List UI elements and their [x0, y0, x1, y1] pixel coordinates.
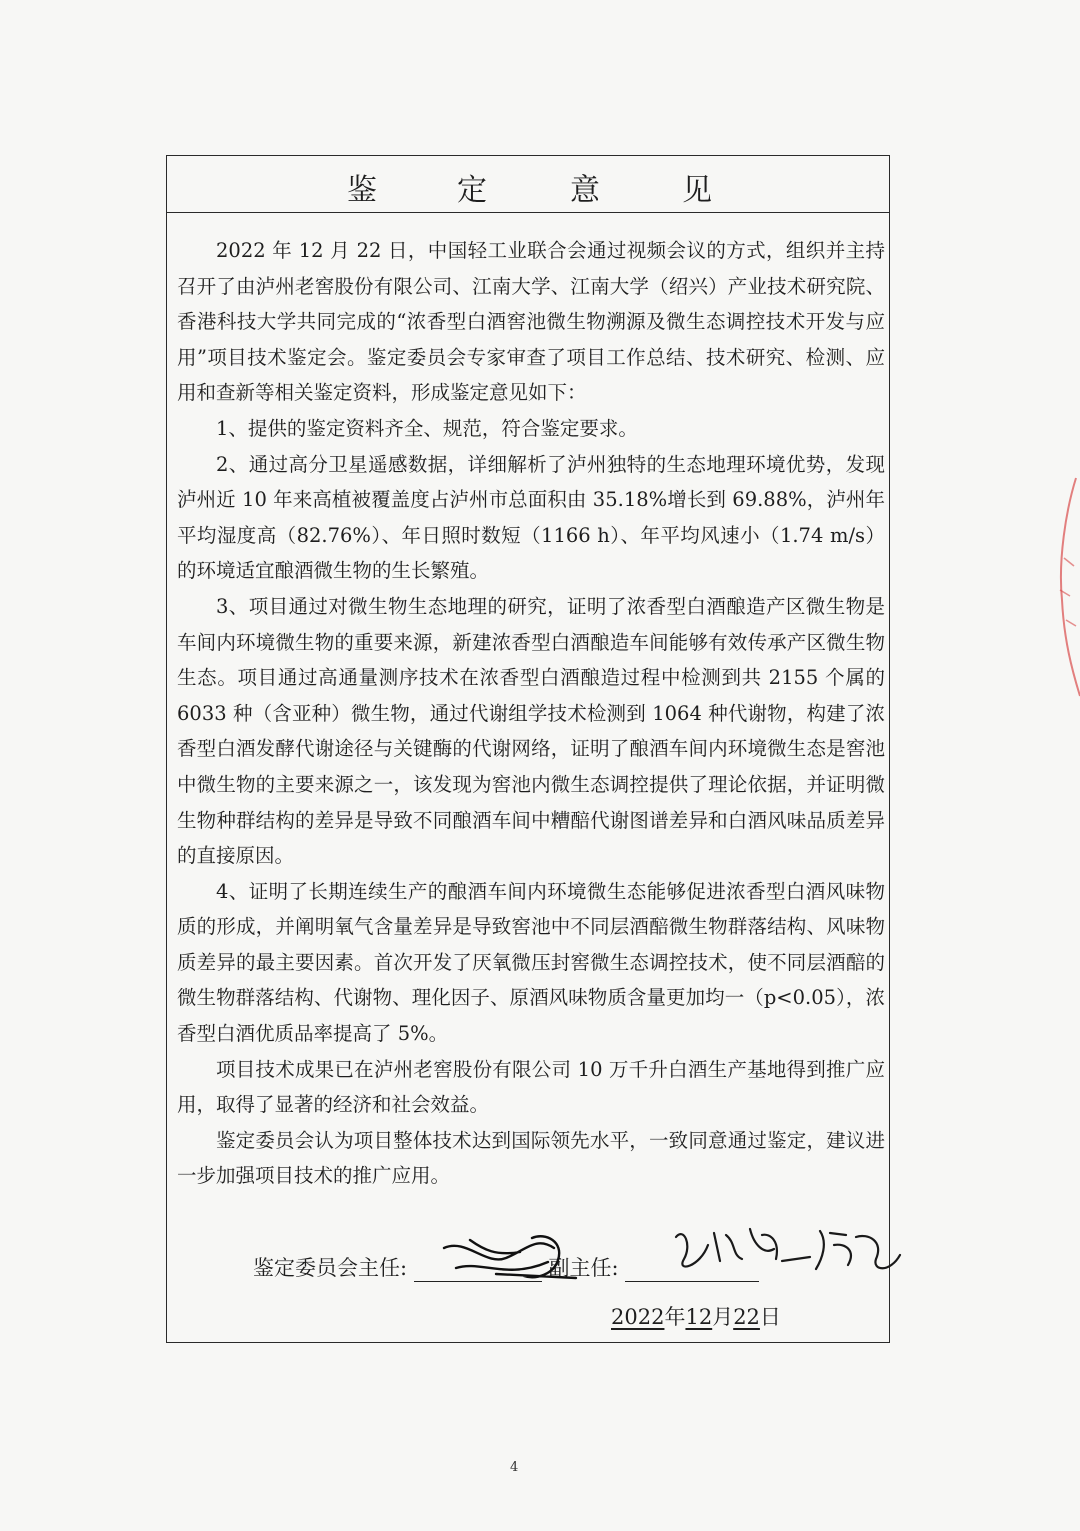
date-month-unit: 月 — [712, 1305, 734, 1329]
chair-label: 鉴定委员会主任: — [253, 1256, 408, 1280]
title-char-1: 鉴 — [347, 173, 377, 208]
title-row — [167, 156, 889, 213]
paragraph-intro: 2022 年 12 月 22 日，中国轻工业联合会通过视频会议的方式，组织并主持召开了由泸州老窖股份有限公司、江南大学、江南大学（绍兴）产业技术研究院、香港科技大学共同完成的“浓香型白酒窖池微生物溯源及微生态调控技术开发与应用”项目技术鉴定会。鉴定委员会专家审查了项目工作总结、技术研究、检测、应用和查新等相关鉴定资料，形成鉴定意见如下： — [177, 239, 885, 405]
date-month: 12 — [685, 1305, 713, 1329]
page-number: 4 — [510, 1460, 519, 1475]
paragraph-point-1: 1、提供的鉴定资料齐全、规范，符合鉴定要求。 — [216, 416, 638, 440]
paragraph-point-3: 3、项目通过对微生物生态地理的研究，证明了浓香型白酒酿造产区微生物是车间内环境微生物的重要来源，新建浓香型白酒酿造车间能够有效传承产区微生物生态。项目通过高通量测序技术在浓香型白酒酿造过程中检测到共 2155 个属的 6033 种（含亚种）微生物，通过代谢组学技术检测到 1064 种代谢物，构建了浓香型白酒发酵代谢途径与关键酶的代谢网络，证明了酿酒车间内环境微生态是窖池中微生物的主要来源之一，该发现为窖池内微生态调控提供了理论依据，并证明微生物种群结构的差异是导致不同酿酒车间中糟醅代谢图谱差异和白酒风味品质差异的直接原因。 — [177, 594, 885, 868]
date-row — [611, 1301, 781, 1331]
paragraph-point-4: 4、证明了长期连续生产的酿酒车间内环境微生态能够促进浓香型白酒风味物质的形成，并阐明氧气含量差异是导致窖池中不同层酒醅微生物群落结构、风味物质差异的最主要因素。首次开发了厌氧微压封窖微生态调控技术，使不同层酒醅的微生物群落结构、代谢物、理化因子、原酒风味物质含量更加均一（p<0.05），浓香型白酒优质品率提高了 5%。 — [177, 879, 885, 1046]
date-year-unit: 年 — [664, 1305, 686, 1329]
paragraph-conclusion: 鉴定委员会认为项目整体技术达到国际领先水平，一致同意通过鉴定，建议进一步加强项目技术的推广应用。 — [177, 1128, 885, 1188]
opinion-body — [177, 233, 885, 1194]
red-seal-edge — [1046, 470, 1080, 700]
title-char-4: 见 — [682, 173, 712, 208]
date-day: 22 — [733, 1305, 760, 1329]
vice-chair-label: 副主任: — [548, 1256, 619, 1280]
title-char-2: 定 — [457, 173, 487, 208]
opinion-table — [166, 155, 890, 1343]
paragraph-point-2: 2、通过高分卫星遥感数据，详细解析了泸州独特的生态地理环境优势，发现泸州近 10 年来高植被覆盖度占泸州市总面积由 35.18%增长到 69.88%，泸州年平均湿度高（82.76%）、年日照时数短（1166 h）、年平均风速小（1.74 m/s）的环境适宜酿酒微生物的生长繁殖。 — [177, 452, 885, 583]
vice-chair-signatures — [670, 1215, 910, 1285]
paragraph-application: 项目技术成果已在泸州老窖股份有限公司 10 万千升白酒生产基地得到推广应用，取得了显著的经济和社会效益。 — [177, 1057, 885, 1117]
title-char-3: 意 — [570, 173, 600, 208]
chair-signature — [436, 1218, 586, 1293]
date-year: 2022 — [611, 1305, 665, 1329]
date-day-unit: 日 — [759, 1305, 781, 1329]
